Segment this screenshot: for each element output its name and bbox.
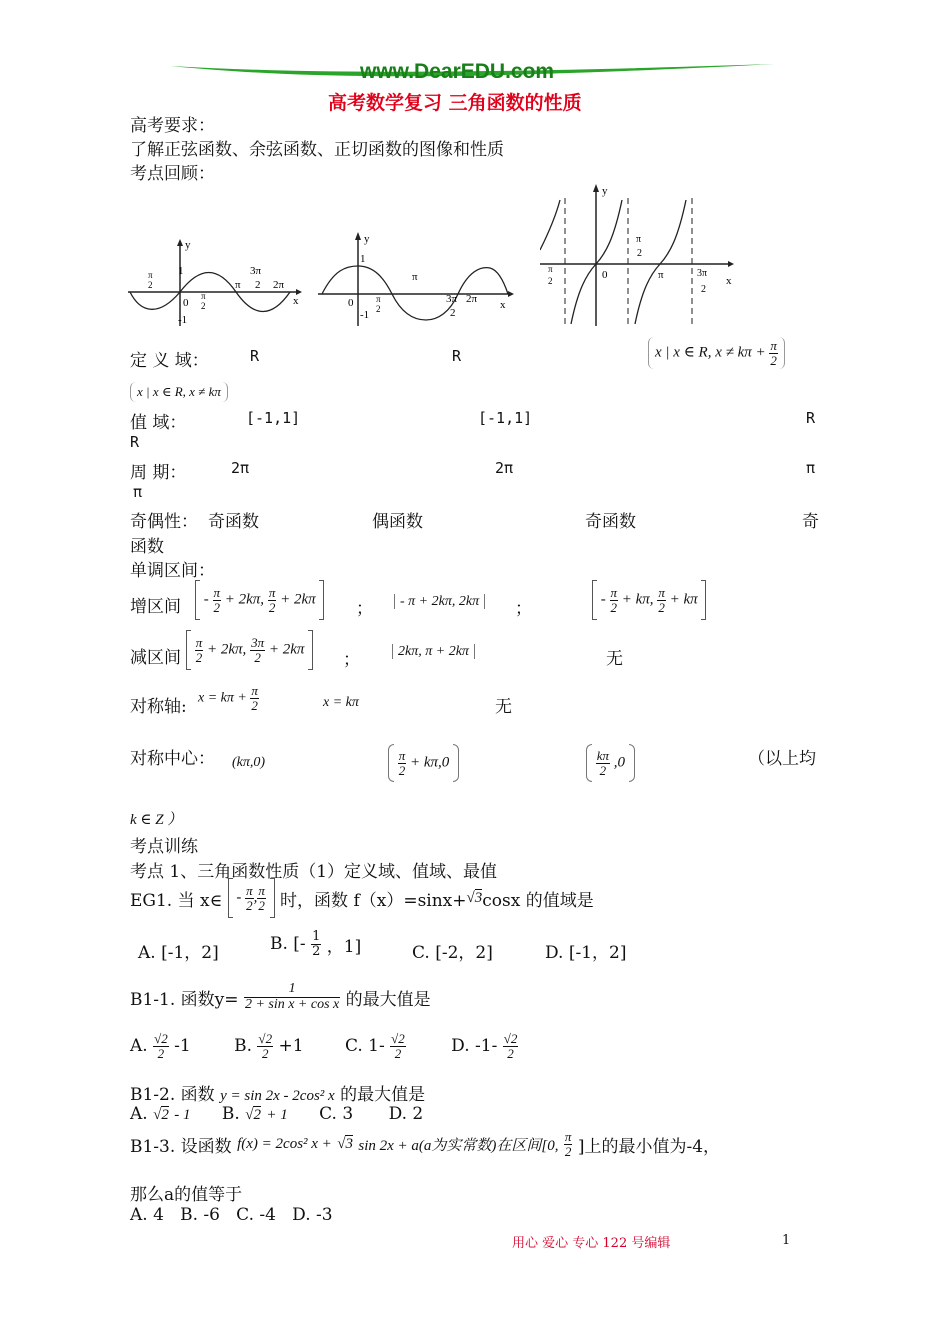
note-b: k ∈ Z ） (130, 812, 183, 828)
svg-text:-1: -1 (360, 309, 370, 321)
domain-cos: R (452, 347, 462, 365)
training-heading: 考点训练 (130, 837, 198, 857)
svg-text:3π: 3π (250, 265, 262, 277)
svg-text:x: x (500, 299, 506, 311)
svg-text:2: 2 (255, 279, 261, 291)
b11-question: B1-1. 函数y= $\frac{1}{\text{2 + sin x + cos x}}$ 的最大值是 (130, 981, 431, 1012)
domain-sin: R (250, 347, 260, 365)
range-tan: R (806, 409, 816, 427)
parity-cot-a: 奇 (802, 512, 819, 532)
range-cos: [-1,1] (478, 409, 533, 427)
svg-text:2: 2 (148, 280, 153, 290)
decrease-label: 减区间 (130, 648, 181, 668)
footer-text: 用心 爱心 专心 122 号编辑 (512, 1236, 671, 1251)
svg-text:2: 2 (637, 248, 642, 259)
tangent-graph (540, 180, 740, 328)
period-tan: π (806, 459, 816, 477)
topic1-heading: 考点 1、三角函数性质（1）定义域、值域、最值 (130, 862, 498, 882)
svg-text:π: π (658, 269, 664, 281)
requirement-heading: 高考要求： (130, 116, 215, 136)
site-logo-text[interactable]: www.DearEDU.com (360, 60, 555, 83)
cosine-graph (318, 228, 518, 328)
range-cot: R (130, 433, 140, 451)
b12-options: A. √2 - 1 B. √2 + 1 C. 3 D. 2 (130, 1104, 424, 1124)
b13-question-line2: 那么a的值等于 (130, 1185, 243, 1205)
svg-text:π: π (412, 271, 418, 283)
parity-cot-b: 函数 (130, 537, 164, 557)
parity-sin: 奇函数 (208, 512, 259, 532)
parity-label: 奇偶性： (130, 512, 198, 532)
svg-text:2: 2 (548, 276, 553, 286)
svg-text:2π: 2π (273, 279, 285, 291)
range-label: 值 域： (130, 413, 187, 433)
axis-tan: 无 (495, 697, 512, 717)
period-sin: 2π (231, 459, 250, 477)
svg-text:0: 0 (602, 269, 608, 281)
monotonic-label: 单调区间： (130, 561, 215, 581)
requirement-text: 了解正弦函数、余弦函数、正切函数的图像和性质 (130, 140, 504, 160)
increase-label: 增区间 (130, 597, 181, 617)
svg-text:2π: 2π (466, 293, 478, 305)
svg-text:2: 2 (376, 304, 381, 314)
svg-text:y: y (602, 185, 608, 197)
svg-text:3π: 3π (446, 293, 458, 305)
svg-text:-1: -1 (178, 314, 188, 326)
review-heading: 考点回顾： (130, 164, 215, 184)
svg-text:y: y (185, 239, 191, 251)
center-tan: $\frac{k\pi}{2}$ ,0 (586, 744, 635, 782)
svg-text:π: π (235, 279, 241, 291)
separator: ； (343, 650, 360, 670)
svg-text:π: π (201, 291, 206, 301)
b13-question: B1-3. 设函数 f(x) = 2cos² x + √3 sin 2x + a(a为实常数)在区间[0, $\frac{\pi}{2}$ ]上的最小值为-4， (130, 1129, 721, 1159)
increase-cos: - π + 2kπ, 2kπ (394, 594, 485, 610)
range-sin: [-1,1] (246, 409, 301, 427)
separator: ； (356, 599, 373, 619)
period-label: 周 期： (130, 463, 187, 483)
axis-cos: x = kπ (323, 695, 359, 710)
page-title: 高考数学复习 三角函数的性质 (328, 92, 582, 114)
domain-cot: x | x ∈ R, x ≠ kπ (130, 382, 228, 402)
svg-text:x: x (293, 295, 299, 307)
axis-sin: x = kπ + $\frac{\pi}{2}$ (198, 683, 258, 713)
svg-text:π: π (636, 234, 642, 245)
svg-text:2: 2 (201, 301, 206, 311)
svg-text:π: π (548, 264, 553, 274)
svg-text:π: π (148, 270, 153, 280)
svg-text:1: 1 (360, 253, 366, 265)
svg-text:0: 0 (183, 297, 189, 309)
decrease-sin: $\frac{\pi}{2}$ + 2kπ, $\frac{3\pi}{2}$ + 2kπ (186, 630, 313, 670)
separator: ； (515, 599, 532, 619)
b12-question: B1-2. 函数 y = sin 2x - 2cos² x 的最大值是 (130, 1085, 426, 1105)
eg1-question: EG1. 当 x∈ - $\frac{\pi}{2}$ , $\frac{\pi}{2}$ 时，函数 f（x）=sinx+√3cosx 的值域是 (130, 878, 594, 918)
svg-text:y: y (364, 233, 370, 245)
domain-label: 定 义 域： (130, 351, 209, 371)
page-number: 1 (782, 1233, 791, 1248)
b11-options: A. $\frac{√2}{2}$ -1 B. $\frac{√2}{2}$ +1 C. 1- $\frac{√2}{2}$ D. -1- $\frac{√2}{2}$ (130, 1031, 518, 1061)
domain-tan: x | x ∈ R, x ≠ kπ + $\frac{\pi}{2}$ (648, 337, 785, 369)
svg-text:1: 1 (178, 265, 184, 277)
svg-text:0: 0 (348, 297, 354, 309)
sine-graph (128, 236, 303, 331)
note-a: （以上均 (748, 749, 816, 769)
eg1-option-b: B. [- $\frac{1}{2}$ ，1] (270, 929, 362, 959)
center-cos: $\frac{\pi}{2}$ + kπ,0 (388, 744, 459, 782)
svg-text:3π: 3π (697, 268, 708, 279)
period-cot: π (133, 483, 143, 501)
axis-label: 对称轴: (130, 697, 187, 717)
increase-sin: - $\frac{\pi}{2}$ + 2kπ, $\frac{\pi}{2}$ + 2kπ (195, 580, 324, 620)
center-sin: (kπ,0) (232, 755, 266, 770)
b13-options: A. 4 B. -6 C. -4 D. -3 (130, 1205, 333, 1225)
svg-text:2: 2 (701, 284, 706, 295)
eg1-option-a: A. [-1，2] (138, 943, 219, 963)
eg1-option-c: C. [-2，2] (412, 943, 493, 963)
svg-text:x: x (726, 275, 732, 287)
parity-tan: 奇函数 (585, 512, 636, 532)
increase-tan: - $\frac{\pi}{2}$ + kπ, $\frac{\pi}{2}$ + kπ (592, 580, 706, 620)
decrease-cos: 2kπ, π + 2kπ (392, 644, 475, 660)
svg-text:2: 2 (450, 307, 456, 319)
svg-text:π: π (376, 294, 381, 304)
decrease-tan: 无 (606, 649, 623, 669)
period-cos: 2π (495, 459, 514, 477)
center-label: 对称中心： (130, 749, 215, 769)
parity-cos: 偶函数 (372, 512, 423, 532)
eg1-option-d: D. [-1，2] (545, 943, 627, 963)
